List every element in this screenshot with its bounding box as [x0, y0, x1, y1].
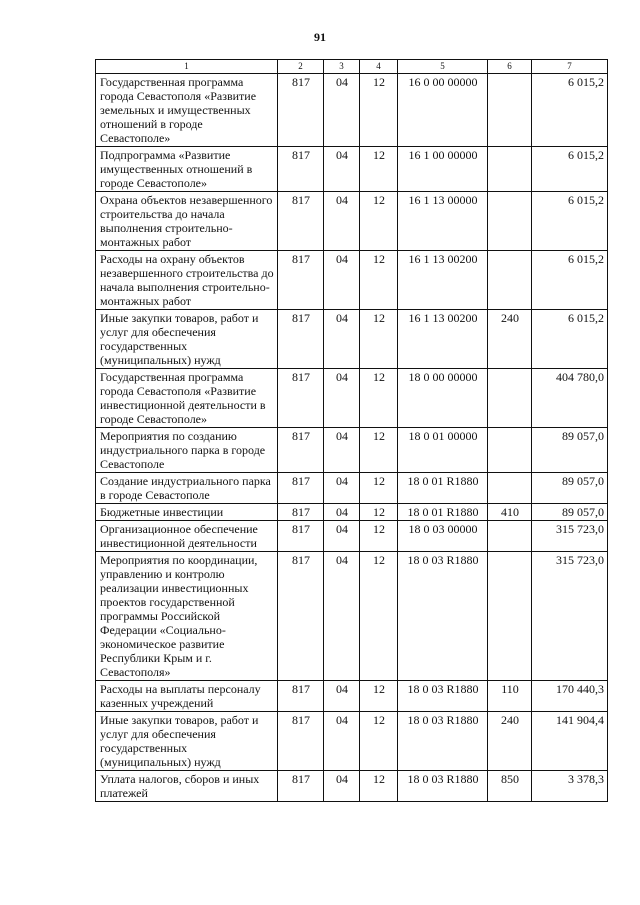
table-row [96, 147, 608, 192]
amount: 315 723,0 [532, 552, 608, 681]
column-number-row [96, 60, 608, 74]
column-header: 6 [488, 60, 532, 74]
item-name: Расходы на выплаты персоналу казенных учреждений [96, 681, 278, 712]
amount: 315 723,0 [532, 521, 608, 552]
section-code: 04 [324, 74, 360, 147]
target-article-code: 18 0 03 R1880 [398, 552, 488, 681]
amount: 6 015,2 [532, 310, 608, 369]
item-name: Государственная программа города Севастополя «Развитие земельных и имущественных отношений в городе Севастополе» [96, 74, 278, 147]
table-row [96, 552, 608, 681]
amount: 89 057,0 [532, 504, 608, 521]
target-article-code: 18 0 01 R1880 [398, 504, 488, 521]
table-row [96, 251, 608, 310]
department-code: 817 [278, 473, 324, 504]
expense-type-code [488, 521, 532, 552]
item-name: Расходы на охрану объектов незавершенного строительства до начала выполнения строительно-монтажных работ [96, 251, 278, 310]
expense-type-code: 240 [488, 712, 532, 771]
item-name: Бюджетные инвестиции [96, 504, 278, 521]
section-code: 04 [324, 504, 360, 521]
expense-type-code [488, 147, 532, 192]
target-article-code: 18 0 03 R1880 [398, 712, 488, 771]
table-row [96, 369, 608, 428]
subsection-code: 12 [360, 192, 398, 251]
subsection-code: 12 [360, 681, 398, 712]
amount: 89 057,0 [532, 473, 608, 504]
budget-table [95, 59, 608, 802]
department-code: 817 [278, 74, 324, 147]
subsection-code: 12 [360, 521, 398, 552]
subsection-code: 12 [360, 771, 398, 802]
column-header: 5 [398, 60, 488, 74]
item-name: Иные закупки товаров, работ и услуг для обеспечения государственных (муниципальных) нужд [96, 712, 278, 771]
target-article-code: 16 1 13 00200 [398, 310, 488, 369]
expense-type-code [488, 428, 532, 473]
amount: 404 780,0 [532, 369, 608, 428]
amount: 3 378,3 [532, 771, 608, 802]
target-article-code: 18 0 03 R1880 [398, 771, 488, 802]
item-name: Мероприятия по созданию индустриального парка в городе Севастополе [96, 428, 278, 473]
target-article-code: 18 0 03 00000 [398, 521, 488, 552]
column-header: 3 [324, 60, 360, 74]
section-code: 04 [324, 369, 360, 428]
department-code: 817 [278, 681, 324, 712]
table-row [96, 74, 608, 147]
department-code: 817 [278, 310, 324, 369]
expense-type-code [488, 552, 532, 681]
page-number: 91 [314, 30, 326, 44]
target-article-code: 16 1 00 00000 [398, 147, 488, 192]
item-name: Охрана объектов незавершенного строительства до начала выполнения строительно-монтажных работ [96, 192, 278, 251]
expense-type-code [488, 251, 532, 310]
department-code: 817 [278, 552, 324, 681]
table-row [96, 504, 608, 521]
expense-type-code [488, 473, 532, 504]
department-code: 817 [278, 712, 324, 771]
amount: 6 015,2 [532, 251, 608, 310]
department-code: 817 [278, 428, 324, 473]
target-article-code: 16 0 00 00000 [398, 74, 488, 147]
subsection-code: 12 [360, 251, 398, 310]
table-row [96, 771, 608, 802]
subsection-code: 12 [360, 504, 398, 521]
section-code: 04 [324, 552, 360, 681]
target-article-code: 18 0 03 R1880 [398, 681, 488, 712]
target-article-code: 18 0 00 00000 [398, 369, 488, 428]
amount: 6 015,2 [532, 74, 608, 147]
subsection-code: 12 [360, 428, 398, 473]
subsection-code: 12 [360, 369, 398, 428]
target-article-code: 16 1 13 00000 [398, 192, 488, 251]
column-header: 2 [278, 60, 324, 74]
department-code: 817 [278, 369, 324, 428]
amount: 141 904,4 [532, 712, 608, 771]
expense-type-code: 410 [488, 504, 532, 521]
table-row [96, 473, 608, 504]
subsection-code: 12 [360, 552, 398, 681]
expense-type-code [488, 74, 532, 147]
expense-type-code: 850 [488, 771, 532, 802]
table-row [96, 310, 608, 369]
section-code: 04 [324, 473, 360, 504]
expense-type-code [488, 192, 532, 251]
expense-type-code: 240 [488, 310, 532, 369]
section-code: 04 [324, 251, 360, 310]
section-code: 04 [324, 428, 360, 473]
item-name: Иные закупки товаров, работ и услуг для обеспечения государственных (муниципальных) нужд [96, 310, 278, 369]
expense-type-code [488, 369, 532, 428]
department-code: 817 [278, 251, 324, 310]
section-code: 04 [324, 712, 360, 771]
subsection-code: 12 [360, 310, 398, 369]
expense-type-code: 110 [488, 681, 532, 712]
table-row [96, 681, 608, 712]
section-code: 04 [324, 521, 360, 552]
table-row [96, 521, 608, 552]
department-code: 817 [278, 771, 324, 802]
column-header: 1 [96, 60, 278, 74]
item-name: Мероприятия по координации, управлению и контролю реализации инвестиционных проектов государственной программы Российской Федерации «Социально-экономическое развитие Республики Крым и г. Севастополя» [96, 552, 278, 681]
table-row [96, 712, 608, 771]
item-name: Уплата налогов, сборов и иных платежей [96, 771, 278, 802]
target-article-code: 18 0 01 00000 [398, 428, 488, 473]
target-article-code: 18 0 01 R1880 [398, 473, 488, 504]
section-code: 04 [324, 771, 360, 802]
subsection-code: 12 [360, 712, 398, 771]
amount: 6 015,2 [532, 147, 608, 192]
subsection-code: 12 [360, 147, 398, 192]
target-article-code: 16 1 13 00200 [398, 251, 488, 310]
subsection-code: 12 [360, 473, 398, 504]
section-code: 04 [324, 681, 360, 712]
amount: 170 440,3 [532, 681, 608, 712]
department-code: 817 [278, 521, 324, 552]
section-code: 04 [324, 147, 360, 192]
item-name: Подпрограмма «Развитие имущественных отношений в городе Севастополе» [96, 147, 278, 192]
table-row [96, 428, 608, 473]
subsection-code: 12 [360, 74, 398, 147]
section-code: 04 [324, 310, 360, 369]
section-code: 04 [324, 192, 360, 251]
column-header: 4 [360, 60, 398, 74]
department-code: 817 [278, 504, 324, 521]
amount: 89 057,0 [532, 428, 608, 473]
column-header: 7 [532, 60, 608, 74]
table-row [96, 192, 608, 251]
item-name: Организационное обеспечение инвестиционной деятельности [96, 521, 278, 552]
department-code: 817 [278, 147, 324, 192]
item-name: Государственная программа города Севастополя «Развитие инвестиционной деятельности в городе Севастополе» [96, 369, 278, 428]
amount: 6 015,2 [532, 192, 608, 251]
item-name: Создание индустриального парка в городе Севастополе [96, 473, 278, 504]
department-code: 817 [278, 192, 324, 251]
